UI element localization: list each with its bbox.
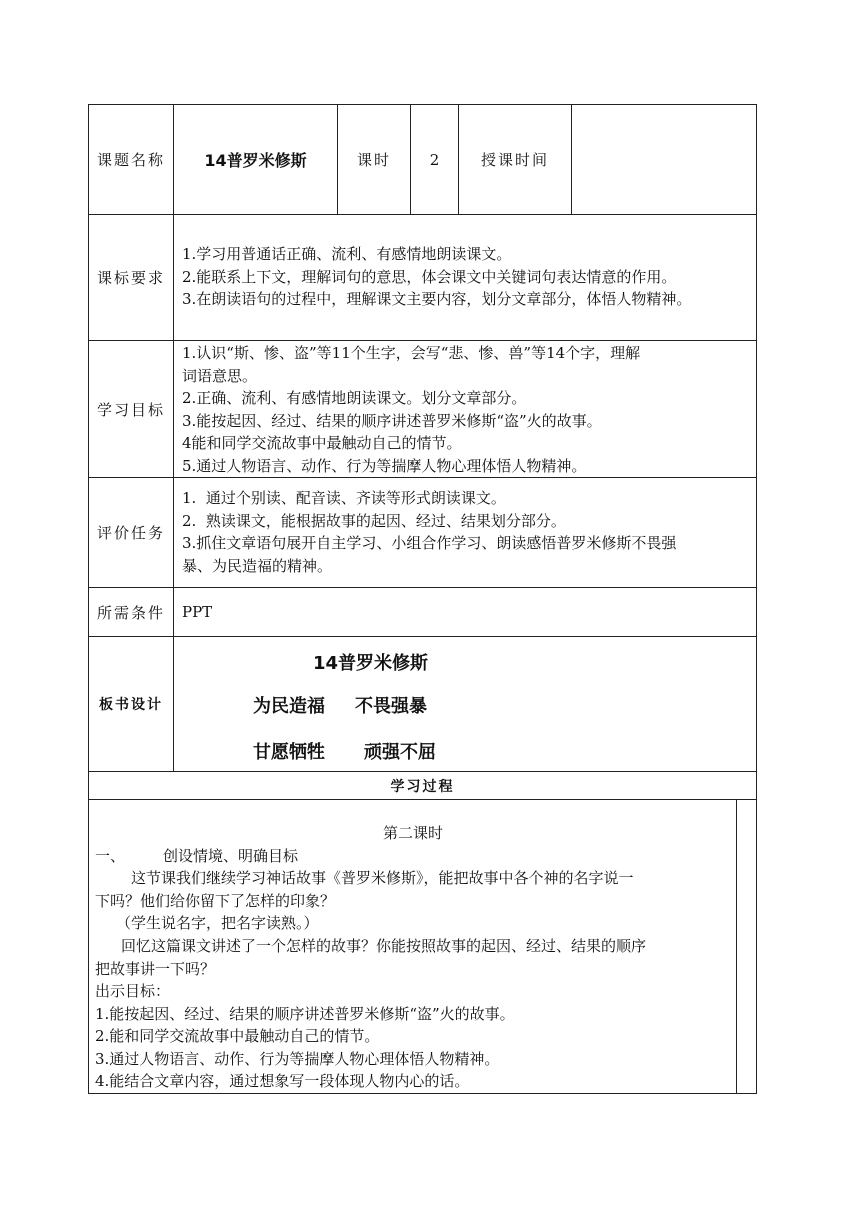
objectives-line: 3.能按起因、经过、结果的顺序讲述普罗米修斯“盗”火的故事。: [182, 411, 602, 430]
goal-item: 3.通过人物语言、动作、行为等揣摩人物心理体悟人物精神。: [95, 1049, 500, 1068]
section-number: 一、: [95, 847, 126, 865]
objectives-line: 2.正确、流利、有感情地朗读课文。划分文章部分。: [182, 389, 527, 407]
board-phrase: 不畏强暴: [355, 696, 427, 717]
standards-content: [182, 243, 752, 311]
section-title: 创设情境、明确目标: [163, 847, 299, 865]
goals-list: [95, 980, 731, 1093]
standards-line: 1.学习用普通话正确、流利、有感情地朗读课文。: [182, 245, 512, 263]
board-label: 板书设计: [99, 697, 163, 713]
time-label: 授课时间: [480, 151, 549, 169]
goal-item: 2.能和同学交流故事中最触动自己的情节。: [95, 1027, 380, 1045]
board-phrase: 顽强不屈: [364, 742, 436, 763]
paragraph-line: 下吗？他们给你留下了怎样的印象？: [95, 891, 336, 910]
objectives-content: [182, 342, 752, 477]
row-divider: [88, 477, 757, 478]
conditions-label: 所需条件: [96, 603, 165, 622]
assessment-line: 2. 熟读课文，能根据故事的起因、经过、结果划分部分。: [182, 511, 566, 530]
assessment-line: 暴、为民造福的精神。: [182, 556, 333, 575]
row-divider: [88, 636, 757, 637]
process-header: 学习过程: [390, 778, 455, 795]
row-divider: [88, 799, 757, 800]
lesson-title: 第二课时: [382, 823, 443, 842]
conditions-value: PPT: [182, 603, 213, 621]
objectives-line: 词语意思。: [182, 366, 258, 385]
board-title: 14普罗米修斯: [313, 653, 429, 674]
assessment-line: 1. 通过个别读、配音读、齐读等形式朗读课文。: [182, 489, 506, 507]
paragraph-line: 这节课我们继续学习神话故事《普罗米修斯》，能把故事中各个神的名字说一: [131, 869, 634, 887]
table-border-right: [756, 104, 757, 1094]
objectives-line: 1.认识“斯、惨、盗”等11个生字，会写“悲、惨、兽”等14个字，理解: [182, 344, 641, 362]
paragraph-line: 把故事讲一下吗？: [95, 959, 216, 978]
table-border-bottom: [88, 1093, 757, 1094]
goal-item: 4.能结合文章内容，通过想象写一段体现人物内心的话。: [95, 1072, 470, 1090]
section-heading: [95, 845, 725, 868]
goal-item: 1.能按起因、经过、结果的顺序讲述普罗米修斯“盗”火的故事。: [95, 1004, 515, 1023]
title-value: 14普罗米修斯: [204, 151, 307, 170]
period-value: 2: [429, 150, 440, 169]
time-value: [572, 105, 756, 214]
board-phrase: 为民造福: [253, 696, 325, 717]
process-inner-divider: [736, 799, 737, 1094]
assessment-line: 3.抓住文章语句展开自主学习、小组合作学习、朗读感悟普罗米修斯不畏强: [182, 534, 677, 552]
goals-label: 出示目标：: [95, 982, 171, 1000]
period-label: 课时: [356, 151, 391, 169]
standards-label: 课标要求: [96, 269, 165, 287]
standards-line: 2.能联系上下文，理解词句的意思，体会课文中关键词句表达情意的作用。: [182, 267, 677, 286]
objectives-line: 4能和同学交流故事中最触动自己的情节。: [182, 434, 462, 452]
objectives-line: 5.通过人物语言、动作、行为等揣摩人物心理体悟人物精神。: [182, 456, 587, 475]
row-divider: [88, 340, 757, 341]
assessment-content: [182, 487, 752, 577]
objectives-label: 学习目标: [96, 400, 165, 419]
process-paragraph: [95, 867, 731, 912]
paragraph-line: 回忆这篇课文讲述了一个怎样的故事？你能按照故事的起因、经过、结果的顺序: [121, 937, 647, 955]
process-paragraph: （学生说名字，把名字读熟。）: [116, 914, 319, 932]
board-phrase: 甘愿牺牲: [253, 742, 325, 763]
process-paragraph: [95, 935, 731, 980]
assessment-label: 评价任务: [96, 524, 165, 542]
standards-line: 3.在朗读语句的过程中，理解课文主要内容，划分文章部分，体悟人物精神。: [182, 290, 692, 308]
title-label: 课题名称: [96, 151, 165, 169]
row-divider: [88, 214, 757, 215]
row-divider: [88, 587, 757, 588]
